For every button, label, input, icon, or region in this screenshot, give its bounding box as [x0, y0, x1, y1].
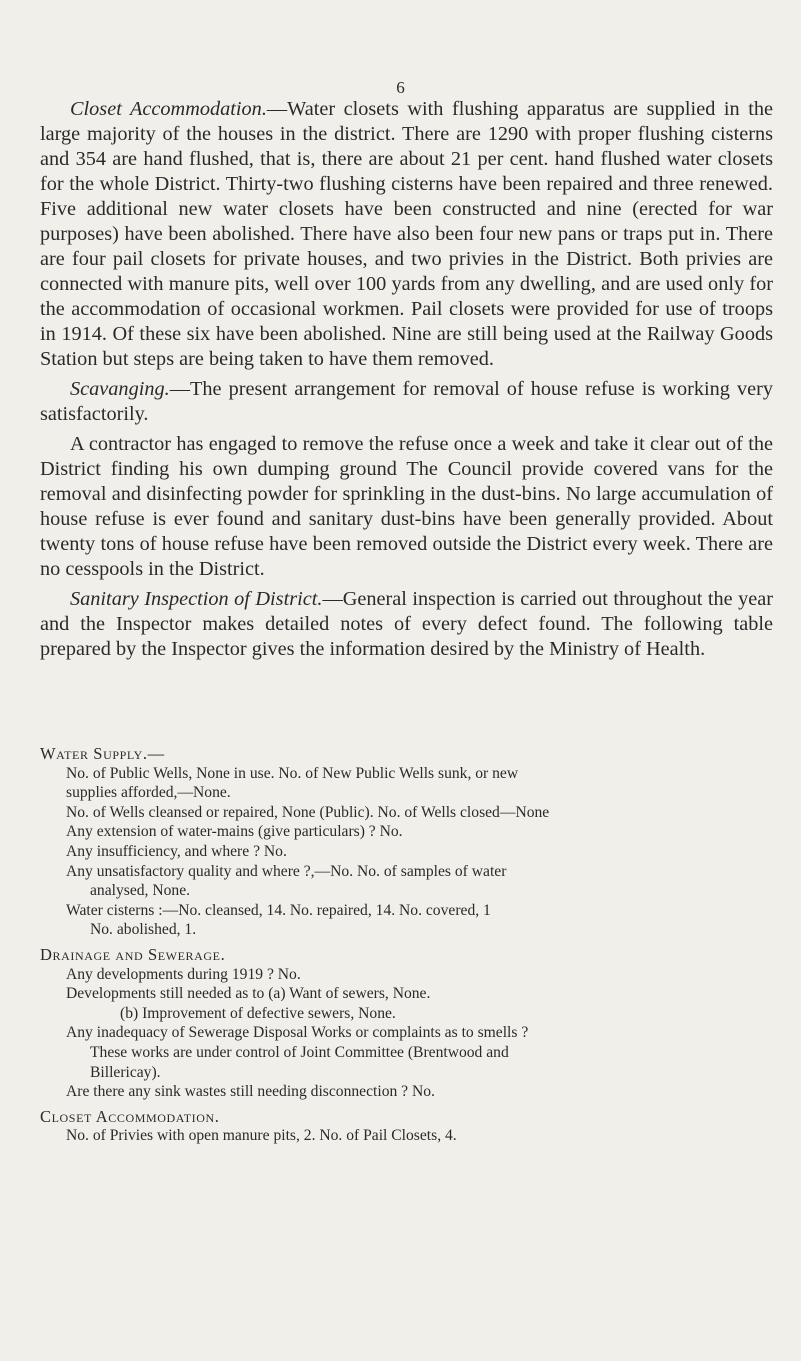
paragraph-sanitary-inspection — [40, 587, 773, 662]
paragraph-body: —Water closets with flushing apparatus are supplied in the large majority of the houses in the district. There are 1290 with proper flushing cisterns and 354 are hand flushed, that is, there are about 21 per cent. hand flushed water closets for the whole District. Thirty-two flushing cisterns have been repaired and three renewed. Five additional new water closets have been constructed and nine (erected for war purposes) have been abolished. There have also been four new pans or traps put in. There are four pail closets for private houses, and two privies in the District. Both privies are connected with manure pits, well over 100 yards from any dwelling, and are used only for the accommodation of occasional workmen. Pail closets were provided for use of troops in 1914. Of these six have been abolished. Nine are still being used at the Railway Goods Station but steps are being taken to have them removed. — [40, 98, 773, 370]
return-line: Any unsatisfactory quality and where ?,—No. No. of samples of water — [66, 862, 507, 880]
closet-list — [40, 1126, 775, 1146]
return-line: Any insufficiency, and where ? No. — [66, 842, 287, 860]
inspector-returns — [40, 739, 775, 1146]
return-line: analysed, None. — [90, 882, 191, 900]
return-line: No. of Wells cleansed or repaired, None (Public). No. of Wells closed—None — [66, 803, 550, 821]
paragraph-body: —General inspection is carried out throughout the year and the Inspector makes detailed notes of every defect found. The following table prepared by the Inspector gives the information desired by the Ministry of Health. — [40, 588, 773, 660]
page-number: 6 — [396, 78, 405, 97]
report-text — [40, 97, 773, 667]
return-line: supplies afforded,—None. — [66, 784, 231, 802]
return-line: Water cisterns :—No. cleansed, 14. No. repaired, 14. No. covered, 1 — [66, 901, 491, 919]
drainage-list — [40, 965, 775, 1102]
return-line: No. of Privies with open manure pits, 2. No. of Pail Closets, 4. — [66, 1127, 457, 1145]
water-supply-heading: Water Supply.— — [40, 744, 165, 763]
return-line: (b) Improvement of defective sewers, None. — [120, 1004, 396, 1022]
paragraph-contractor — [40, 432, 773, 582]
drainage-heading: Drainage and Sewerage. — [40, 944, 226, 964]
paragraph-heading: Closet Accommodation. — [70, 98, 267, 120]
return-line: Any developments during 1919 ? No. — [66, 965, 301, 983]
paragraph-body: —The present arrangement for removal of house refuse is working very satisfactorily. — [40, 378, 773, 425]
paragraph-heading: Scavanging. — [70, 378, 170, 400]
return-line: These works are under control of Joint Committee (Brentwood and — [90, 1043, 509, 1061]
return-line: Billericay). — [90, 1063, 161, 1081]
paragraph-closet-accommodation — [40, 97, 773, 372]
paragraph-heading: Sanitary Inspection of District. — [70, 588, 323, 610]
paragraph-scavanging — [40, 377, 773, 427]
return-line: No. abolished, 1. — [90, 921, 197, 939]
return-line: Developments still needed as to (a) Want of sewers, None. — [66, 985, 431, 1003]
return-line: Are there any sink wastes still needing disconnection ? No. — [66, 1083, 435, 1101]
closet-heading: Closet Accommodation. — [40, 1106, 220, 1126]
return-line: Any extension of water-mains (give particulars) ? No. — [66, 823, 403, 841]
water-supply-list — [40, 764, 775, 940]
return-line: No. of Public Wells, None in use. No. of New Public Wells sunk, or new — [66, 764, 519, 782]
paragraph-body: A contractor has engaged to remove the refuse once a week and take it clear out of the District finding his own dumping ground The Council provide covered vans for the removal and disinfecting powder for sprinkling in the dust-bins. No large accumulation of house refuse is ever found and sanitary dust-bins have been generally provided. About twenty tons of house refuse have been removed outside the District every week. There are no cesspools in the District. — [40, 433, 773, 580]
return-line: Any inadequacy of Sewerage Disposal Works or complaints as to smells ? — [66, 1024, 529, 1042]
